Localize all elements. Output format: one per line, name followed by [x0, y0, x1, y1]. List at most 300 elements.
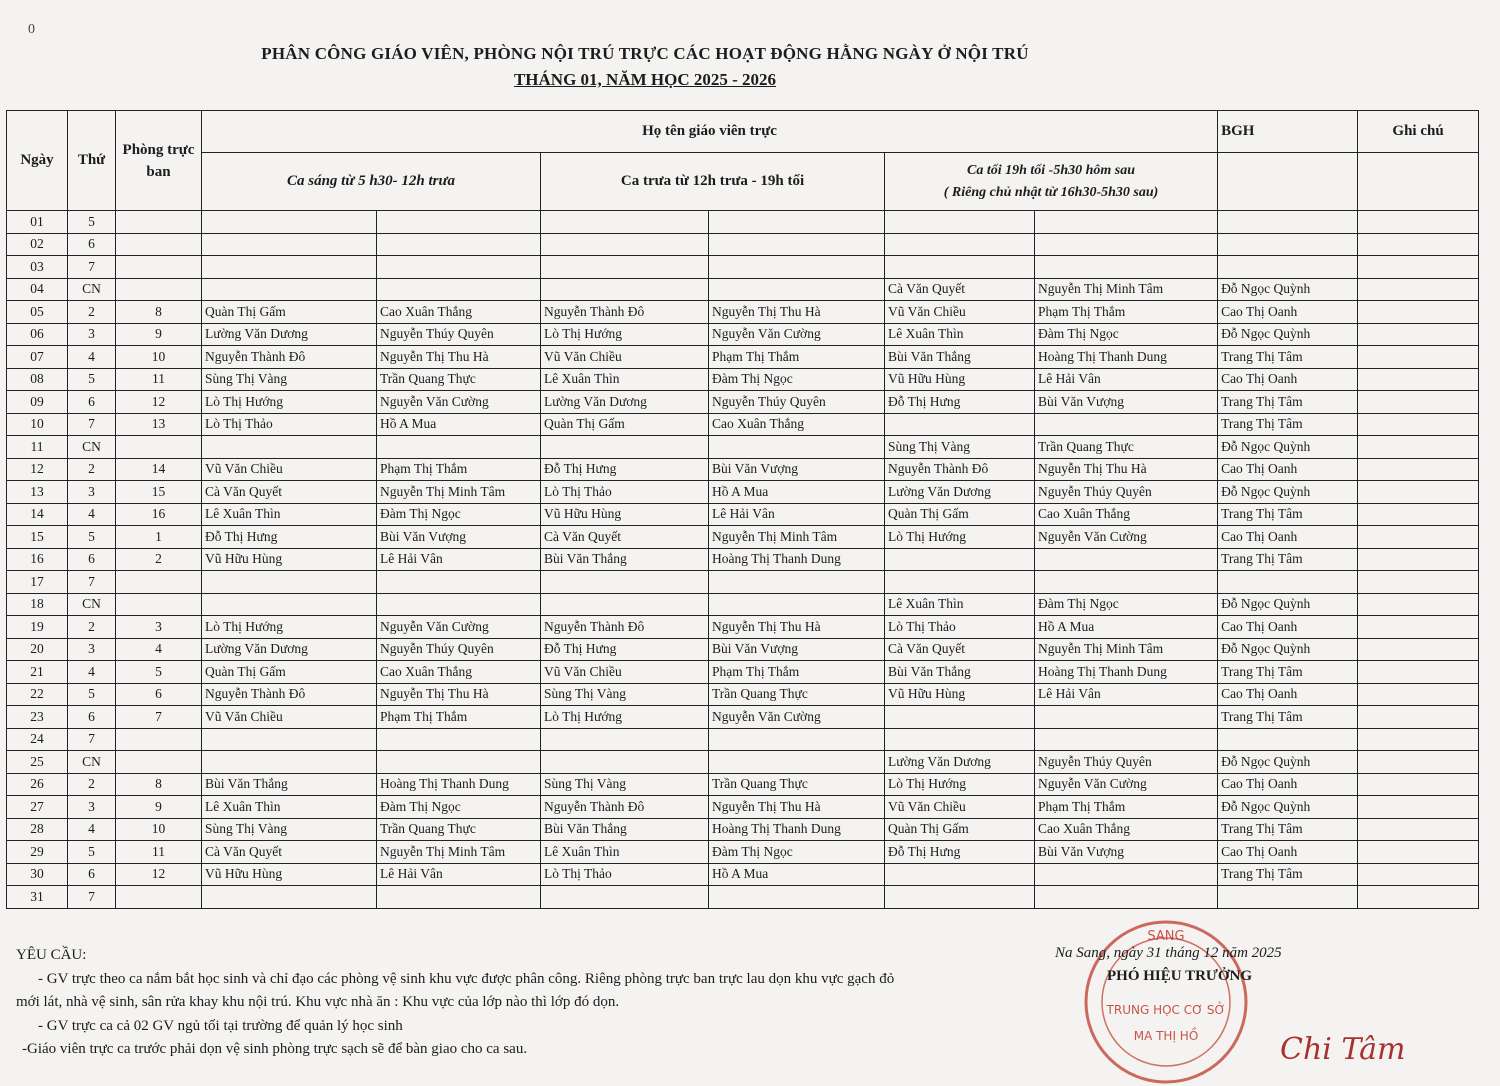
cell-weekday: 5 [68, 368, 116, 391]
cell-morning-2: Trần Quang Thực [377, 368, 541, 391]
cell-morning-2 [377, 436, 541, 459]
cell-bgh: Trang Thị Tâm [1218, 391, 1358, 414]
cell-morning-1: Lường Văn Dương [202, 323, 377, 346]
cell-day: 10 [7, 413, 68, 436]
cell-noon-2: Đàm Thị Ngọc [709, 368, 885, 391]
cell-day: 06 [7, 323, 68, 346]
cell-noon-2 [709, 571, 885, 594]
header-teachers: Họ tên giáo viên trực [202, 111, 1218, 153]
cell-noon-1: Lò Thị Thảo [541, 481, 709, 504]
cell-room: 15 [116, 481, 202, 504]
cell-morning-2: Nguyễn Văn Cường [377, 616, 541, 639]
cell-night-1: Đỗ Thị Hưng [885, 391, 1035, 414]
table-row [7, 706, 1479, 729]
cell-morning-1: Vũ Văn Chiều [202, 458, 377, 481]
header-note: Ghi chú [1358, 111, 1479, 153]
cell-morning-2 [377, 751, 541, 774]
cell-morning-1 [202, 278, 377, 301]
cell-night-1: Vũ Hữu Hùng [885, 368, 1035, 391]
cell-day: 26 [7, 773, 68, 796]
cell-bgh: Trang Thị Tâm [1218, 548, 1358, 571]
cell-noon-2: Hoàng Thị Thanh Dung [709, 548, 885, 571]
cell-noon-1 [541, 728, 709, 751]
cell-noon-1: Lê Xuân Thìn [541, 368, 709, 391]
cell-noon-2 [709, 256, 885, 279]
official-stamp-icon [1082, 918, 1250, 1086]
cell-weekday: 6 [68, 548, 116, 571]
cell-day: 11 [7, 436, 68, 459]
cell-room: 11 [116, 368, 202, 391]
cell-weekday: 6 [68, 706, 116, 729]
cell-morning-2 [377, 571, 541, 594]
cell-night-1: Lê Xuân Thìn [885, 323, 1035, 346]
cell-weekday: 4 [68, 818, 116, 841]
cell-night-2: Hồ A Mua [1035, 616, 1218, 639]
header-bgh-blank [1218, 153, 1358, 211]
cell-weekday: 7 [68, 413, 116, 436]
header-night-shift [885, 153, 1218, 211]
cell-morning-2: Hồ A Mua [377, 413, 541, 436]
table-row [7, 593, 1479, 616]
cell-room: 8 [116, 773, 202, 796]
cell-night-2: Cao Xuân Thắng [1035, 503, 1218, 526]
cell-morning-2: Trần Quang Thực [377, 818, 541, 841]
cell-noon-2: Bùi Văn Vượng [709, 458, 885, 481]
cell-night-2: Cao Xuân Thắng [1035, 818, 1218, 841]
cell-weekday: 4 [68, 346, 116, 369]
cell-noon-2: Đàm Thị Ngọc [709, 841, 885, 864]
cell-night-2: Nguyễn Văn Cường [1035, 773, 1218, 796]
cell-noon-1 [541, 886, 709, 909]
table-row [7, 503, 1479, 526]
cell-noon-2: Nguyễn Thị Thu Hà [709, 616, 885, 639]
cell-night-1 [885, 211, 1035, 234]
cell-night-1: Đỗ Thị Hưng [885, 841, 1035, 864]
cell-day: 29 [7, 841, 68, 864]
cell-noon-2: Phạm Thị Thắm [709, 661, 885, 684]
table-row [7, 886, 1479, 909]
cell-day: 25 [7, 751, 68, 774]
cell-noon-1: Lò Thị Hướng [541, 706, 709, 729]
cell-morning-1 [202, 751, 377, 774]
cell-weekday: 3 [68, 323, 116, 346]
cell-day: 17 [7, 571, 68, 594]
table-row [7, 683, 1479, 706]
cell-night-2 [1035, 728, 1218, 751]
cell-weekday: 2 [68, 616, 116, 639]
cell-noon-1: Nguyễn Thành Đô [541, 616, 709, 639]
cell-morning-1: Sùng Thị Vàng [202, 818, 377, 841]
cell-weekday: CN [68, 751, 116, 774]
cell-note [1358, 233, 1479, 256]
cell-morning-1 [202, 256, 377, 279]
cell-bgh: Cao Thị Oanh [1218, 368, 1358, 391]
cell-bgh: Đỗ Ngọc Quỳnh [1218, 323, 1358, 346]
schedule-body [7, 211, 1479, 909]
cell-noon-1: Đỗ Thị Hưng [541, 458, 709, 481]
header-bgh: BGH [1218, 111, 1358, 153]
cell-night-2 [1035, 413, 1218, 436]
cell-weekday: 2 [68, 773, 116, 796]
cell-night-1: Vũ Hữu Hùng [885, 683, 1035, 706]
cell-morning-2: Nguyễn Thị Thu Hà [377, 346, 541, 369]
cell-note [1358, 728, 1479, 751]
cell-day: 21 [7, 661, 68, 684]
cell-room [116, 751, 202, 774]
cell-night-2: Đàm Thị Ngọc [1035, 593, 1218, 616]
cell-note [1358, 278, 1479, 301]
cell-morning-2: Nguyễn Thúy Quyên [377, 323, 541, 346]
cell-night-2: Đàm Thị Ngọc [1035, 323, 1218, 346]
cell-morning-2: Cao Xuân Thắng [377, 301, 541, 324]
cell-weekday: 5 [68, 683, 116, 706]
cell-morning-1: Nguyễn Thành Đô [202, 346, 377, 369]
cell-morning-2: Phạm Thị Thắm [377, 458, 541, 481]
cell-weekday: CN [68, 278, 116, 301]
cell-weekday: 6 [68, 391, 116, 414]
cell-note [1358, 616, 1479, 639]
cell-noon-1 [541, 436, 709, 459]
cell-night-2 [1035, 706, 1218, 729]
cell-noon-2: Nguyễn Thúy Quyên [709, 391, 885, 414]
corner-mark: 0 [28, 22, 35, 37]
cell-note [1358, 503, 1479, 526]
cell-weekday: CN [68, 593, 116, 616]
cell-morning-2 [377, 278, 541, 301]
svg-text:TRUNG HỌC CƠ SỞ: TRUNG HỌC CƠ SỞ [1106, 1003, 1226, 1017]
cell-room [116, 211, 202, 234]
cell-morning-1 [202, 233, 377, 256]
cell-morning-2: Nguyễn Văn Cường [377, 391, 541, 414]
cell-note [1358, 661, 1479, 684]
cell-room: 9 [116, 323, 202, 346]
cell-day: 04 [7, 278, 68, 301]
cell-noon-2 [709, 593, 885, 616]
cell-bgh [1218, 211, 1358, 234]
cell-note [1358, 863, 1479, 886]
cell-night-1: Bùi Văn Thắng [885, 661, 1035, 684]
table-row [7, 751, 1479, 774]
cell-morning-1: Cà Văn Quyết [202, 481, 377, 504]
cell-morning-1 [202, 436, 377, 459]
table-row [7, 548, 1479, 571]
cell-night-2: Phạm Thị Thắm [1035, 301, 1218, 324]
cell-morning-1: Quàn Thị Gấm [202, 301, 377, 324]
cell-note [1358, 256, 1479, 279]
cell-note [1358, 368, 1479, 391]
cell-night-1: Quàn Thị Gấm [885, 818, 1035, 841]
cell-morning-1: Sùng Thị Vàng [202, 368, 377, 391]
cell-night-2 [1035, 863, 1218, 886]
cell-night-1: Lường Văn Dương [885, 751, 1035, 774]
cell-note [1358, 751, 1479, 774]
cell-room: 12 [116, 863, 202, 886]
cell-room [116, 278, 202, 301]
cell-morning-1: Đỗ Thị Hưng [202, 526, 377, 549]
cell-noon-1: Bùi Văn Thắng [541, 548, 709, 571]
signature-block [1055, 945, 1385, 985]
cell-note [1358, 886, 1479, 909]
table-row [7, 458, 1479, 481]
cell-night-2: Lê Hải Vân [1035, 683, 1218, 706]
cell-night-1: Bùi Văn Thắng [885, 346, 1035, 369]
cell-day: 09 [7, 391, 68, 414]
cell-noon-2: Cao Xuân Thắng [709, 413, 885, 436]
table-row [7, 773, 1479, 796]
cell-bgh: Trang Thị Tâm [1218, 818, 1358, 841]
cell-morning-1: Vũ Văn Chiều [202, 706, 377, 729]
cell-night-1: Vũ Văn Chiều [885, 301, 1035, 324]
table-row [7, 346, 1479, 369]
cell-morning-1 [202, 593, 377, 616]
cell-weekday: CN [68, 436, 116, 459]
table-row [7, 301, 1479, 324]
cell-noon-2 [709, 886, 885, 909]
svg-text:SANG: SANG [1147, 929, 1185, 944]
cell-morning-2: Lê Hải Vân [377, 548, 541, 571]
cell-bgh: Trang Thị Tâm [1218, 661, 1358, 684]
cell-room: 1 [116, 526, 202, 549]
cell-night-2 [1035, 886, 1218, 909]
cell-note [1358, 323, 1479, 346]
cell-noon-1: Lò Thị Hướng [541, 323, 709, 346]
table-row [7, 233, 1479, 256]
cell-morning-1: Lò Thị Thảo [202, 413, 377, 436]
cell-note [1358, 413, 1479, 436]
cell-noon-1: Nguyễn Thành Đô [541, 796, 709, 819]
cell-morning-2: Nguyễn Thị Thu Hà [377, 683, 541, 706]
cell-bgh [1218, 571, 1358, 594]
table-row [7, 436, 1479, 459]
cell-weekday: 5 [68, 211, 116, 234]
document-subtitle: THÁNG 01, NĂM HỌC 2025 - 2026 [513, 70, 777, 89]
cell-noon-1: Quàn Thị Gấm [541, 413, 709, 436]
cell-weekday: 4 [68, 661, 116, 684]
cell-morning-1 [202, 886, 377, 909]
table-row [7, 391, 1479, 414]
table-row [7, 616, 1479, 639]
cell-night-1: Lê Xuân Thìn [885, 593, 1035, 616]
cell-morning-2: Phạm Thị Thắm [377, 706, 541, 729]
cell-note [1358, 301, 1479, 324]
cell-day: 01 [7, 211, 68, 234]
table-row [7, 728, 1479, 751]
cell-bgh: Trang Thị Tâm [1218, 863, 1358, 886]
cell-day: 13 [7, 481, 68, 504]
cell-bgh: Đỗ Ngọc Quỳnh [1218, 751, 1358, 774]
cell-note [1358, 571, 1479, 594]
cell-day: 15 [7, 526, 68, 549]
cell-room: 14 [116, 458, 202, 481]
cell-bgh: Cao Thị Oanh [1218, 301, 1358, 324]
cell-night-2: Nguyễn Thị Minh Tâm [1035, 278, 1218, 301]
cell-morning-2 [377, 593, 541, 616]
header-night-line2: ( Riêng chủ nhật từ 16h30-5h30 sau) [943, 184, 1159, 200]
cell-room [116, 886, 202, 909]
cell-night-1: Lò Thị Thảo [885, 616, 1035, 639]
cell-morning-2: Bùi Văn Vượng [377, 526, 541, 549]
cell-noon-2: Nguyễn Thị Thu Hà [709, 301, 885, 324]
cell-noon-1: Nguyễn Thành Đô [541, 301, 709, 324]
cell-noon-2: Trần Quang Thực [709, 773, 885, 796]
table-row [7, 661, 1479, 684]
table-row [7, 413, 1479, 436]
table-row [7, 278, 1479, 301]
cell-night-1 [885, 571, 1035, 594]
requirement-line-2: mới lát, nhà vệ sinh, sân rửa khay khu nội trú. Khu vực nhà ăn : Khu vực của lớp nào thì lớp đó dọn. [16, 994, 620, 1010]
cell-room: 3 [116, 616, 202, 639]
cell-bgh: Đỗ Ngọc Quỳnh [1218, 796, 1358, 819]
cell-night-2: Hoàng Thị Thanh Dung [1035, 661, 1218, 684]
cell-note [1358, 818, 1479, 841]
cell-day: 28 [7, 818, 68, 841]
cell-noon-2: Nguyễn Thị Thu Hà [709, 796, 885, 819]
cell-morning-2: Nguyễn Thị Minh Tâm [377, 481, 541, 504]
cell-day: 31 [7, 886, 68, 909]
cell-day: 23 [7, 706, 68, 729]
cell-morning-1: Lò Thị Hướng [202, 391, 377, 414]
cell-noon-1 [541, 593, 709, 616]
cell-room: 16 [116, 503, 202, 526]
cell-room: 13 [116, 413, 202, 436]
requirement-line-1: - GV trực theo ca nắm bắt học sinh và chỉ đạo các phòng vệ sinh khu vực được phân công. Riêng phòng trực ban trực lau dọn khu vực gạch đỏ [38, 970, 895, 987]
cell-morning-2: Hoàng Thị Thanh Dung [377, 773, 541, 796]
cell-night-2: Nguyễn Thúy Quyên [1035, 481, 1218, 504]
cell-note [1358, 773, 1479, 796]
cell-noon-1: Sùng Thị Vàng [541, 683, 709, 706]
cell-room: 6 [116, 683, 202, 706]
cell-room: 10 [116, 818, 202, 841]
cell-noon-2: Nguyễn Thị Minh Tâm [709, 526, 885, 549]
cell-bgh: Cao Thị Oanh [1218, 683, 1358, 706]
cell-night-2: Nguyễn Thị Minh Tâm [1035, 638, 1218, 661]
cell-morning-2: Nguyễn Thị Minh Tâm [377, 841, 541, 864]
cell-night-2: Hoàng Thị Thanh Dung [1035, 346, 1218, 369]
cell-morning-1: Cà Văn Quyết [202, 841, 377, 864]
cell-day: 30 [7, 863, 68, 886]
cell-room [116, 593, 202, 616]
cell-note [1358, 683, 1479, 706]
cell-room: 7 [116, 706, 202, 729]
cell-noon-2 [709, 278, 885, 301]
cell-day: 22 [7, 683, 68, 706]
cell-room [116, 571, 202, 594]
cell-noon-2: Trần Quang Thực [709, 683, 885, 706]
cell-bgh: Cao Thị Oanh [1218, 841, 1358, 864]
cell-night-1: Vũ Văn Chiều [885, 796, 1035, 819]
cell-morning-1 [202, 211, 377, 234]
cell-night-1: Sùng Thị Vàng [885, 436, 1035, 459]
table-row [7, 638, 1479, 661]
cell-weekday: 3 [68, 481, 116, 504]
cell-night-1 [885, 233, 1035, 256]
header-night-line1: Ca tối 19h tối -5h30 hôm sau [967, 162, 1136, 178]
cell-night-2: Bùi Văn Vượng [1035, 841, 1218, 864]
table-row [7, 323, 1479, 346]
cell-noon-1: Lò Thị Thảo [541, 863, 709, 886]
cell-weekday: 6 [68, 863, 116, 886]
cell-day: 27 [7, 796, 68, 819]
cell-bgh: Trang Thị Tâm [1218, 503, 1358, 526]
cell-day: 08 [7, 368, 68, 391]
cell-night-1 [885, 548, 1035, 571]
cell-note [1358, 526, 1479, 549]
header-day: Ngày [7, 111, 68, 211]
header-weekday: Thứ [68, 111, 116, 211]
cell-night-1: Cà Văn Quyết [885, 638, 1035, 661]
cell-bgh: Cao Thị Oanh [1218, 458, 1358, 481]
table-row [7, 796, 1479, 819]
cell-weekday: 5 [68, 841, 116, 864]
cell-noon-1: Vũ Văn Chiều [541, 661, 709, 684]
cell-bgh: Cao Thị Oanh [1218, 616, 1358, 639]
table-row [7, 571, 1479, 594]
cell-noon-2 [709, 728, 885, 751]
cell-note [1358, 458, 1479, 481]
cell-night-2: Bùi Văn Vượng [1035, 391, 1218, 414]
cell-noon-1 [541, 233, 709, 256]
cell-night-1 [885, 728, 1035, 751]
cell-noon-2: Lê Hải Vân [709, 503, 885, 526]
cell-night-1: Lò Thị Hướng [885, 526, 1035, 549]
cell-room [116, 256, 202, 279]
cell-morning-2: Đàm Thị Ngọc [377, 796, 541, 819]
cell-day: 19 [7, 616, 68, 639]
cell-note [1358, 548, 1479, 571]
table-row [7, 211, 1479, 234]
cell-noon-2 [709, 436, 885, 459]
cell-weekday: 7 [68, 728, 116, 751]
cell-weekday: 7 [68, 256, 116, 279]
table-row [7, 526, 1479, 549]
header-note-blank [1358, 153, 1479, 211]
cell-night-2 [1035, 233, 1218, 256]
cell-note [1358, 706, 1479, 729]
cell-morning-1: Vũ Hữu Hùng [202, 548, 377, 571]
cell-noon-1 [541, 256, 709, 279]
cell-morning-2: Nguyễn Thúy Quyên [377, 638, 541, 661]
cell-night-1: Cà Văn Quyết [885, 278, 1035, 301]
cell-note [1358, 638, 1479, 661]
cell-bgh: Đỗ Ngọc Quỳnh [1218, 593, 1358, 616]
cell-weekday: 3 [68, 796, 116, 819]
cell-noon-1: Lường Văn Dương [541, 391, 709, 414]
table-row [7, 256, 1479, 279]
cell-room: 8 [116, 301, 202, 324]
cell-bgh: Đỗ Ngọc Quỳnh [1218, 638, 1358, 661]
cell-noon-2: Hoàng Thị Thanh Dung [709, 818, 885, 841]
cell-weekday: 7 [68, 886, 116, 909]
cell-bgh [1218, 728, 1358, 751]
cell-noon-2: Phạm Thị Thắm [709, 346, 885, 369]
signature-date: Na Sang, ngày 31 tháng 12 năm 2025 [1055, 945, 1282, 961]
cell-note [1358, 796, 1479, 819]
cell-noon-2: Nguyễn Văn Cường [709, 323, 885, 346]
cell-night-1 [885, 413, 1035, 436]
cell-morning-2 [377, 728, 541, 751]
header-noon-shift: Ca trưa từ 12h trưa - 19h tối [541, 153, 885, 211]
table-row [7, 481, 1479, 504]
cell-morning-1: Lò Thị Hướng [202, 616, 377, 639]
cell-day: 20 [7, 638, 68, 661]
cell-bgh: Cao Thị Oanh [1218, 526, 1358, 549]
cell-room: 11 [116, 841, 202, 864]
svg-text:MA THỊ HỒ: MA THỊ HỒ [1133, 1029, 1199, 1043]
table-row [7, 841, 1479, 864]
cell-noon-2 [709, 233, 885, 256]
cell-noon-1 [541, 571, 709, 594]
cell-bgh: Đỗ Ngọc Quỳnh [1218, 278, 1358, 301]
